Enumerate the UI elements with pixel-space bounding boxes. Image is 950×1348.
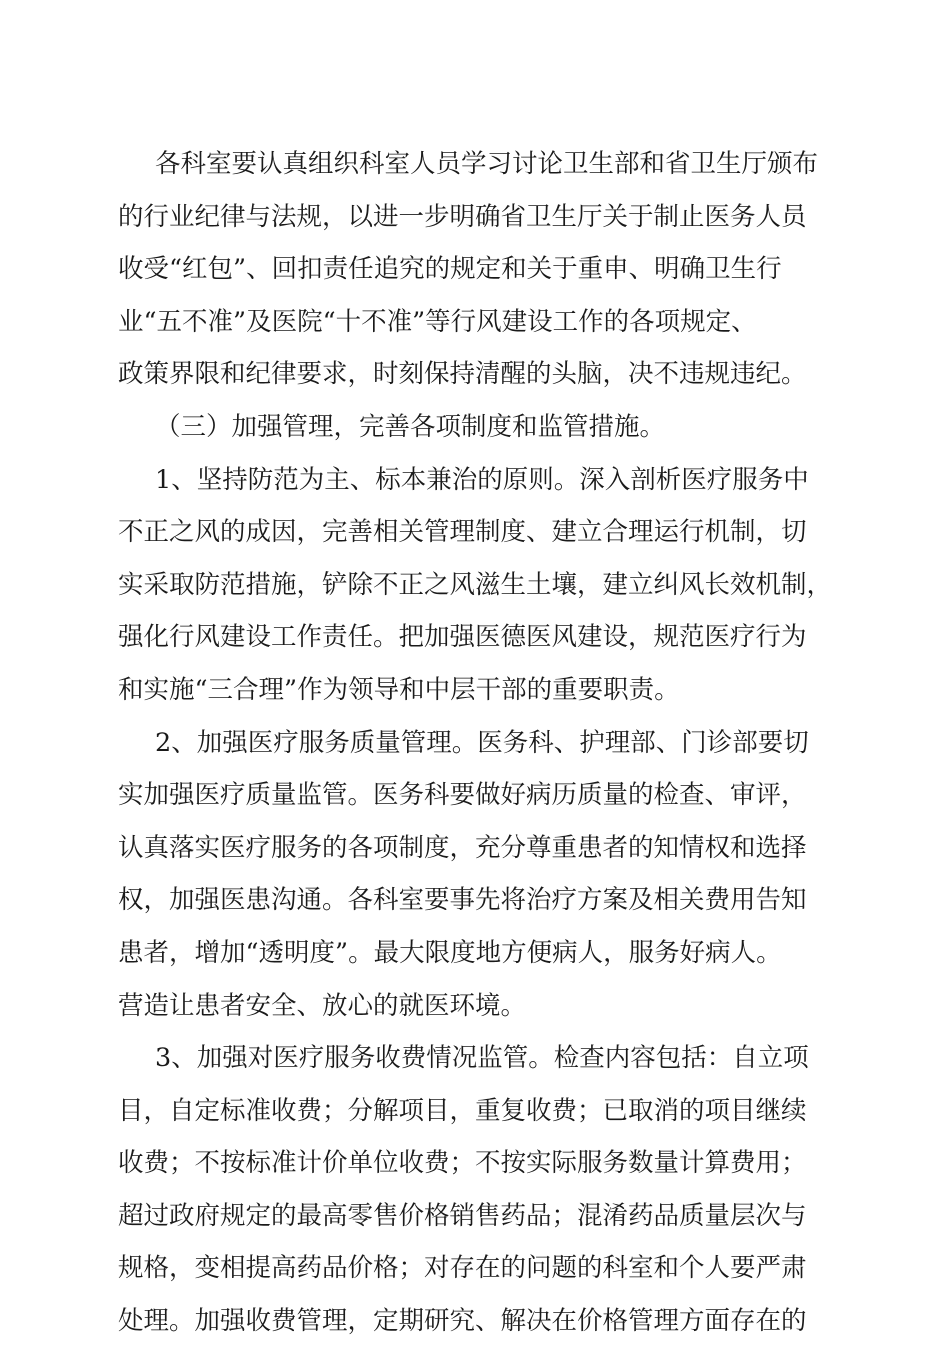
paragraph-line: 和实施“三合理”作为领导和中层干部的重要职责。 [118,674,680,705]
paragraph-line: 认真落实医疗服务的各项制度，充分尊重患者的知情权和选择 [118,832,807,863]
paragraph-line: 实加强医疗质量监管。医务科要做好病历质量的检查、审评， [118,780,807,811]
paragraph-line: 实采取防范措施，铲除不正之风滋生土壤，建立纠风长效机制， [118,569,833,600]
paragraph-line: 收受“红包”、回扣责任追究的规定和关于重申、明确卫生行 [118,254,782,285]
paragraph-line: 政策界限和纪律要求，时刻保持清醒的头脑，决不违规违纪。 [118,359,807,390]
section-heading: （三）加强管理，完善各项制度和监管措施。 [155,411,666,442]
paragraph-line: 2、加强医疗服务质量管理。医务科、护理部、门诊部要切 [155,727,809,758]
paragraph-line: 3、加强对医疗服务收费情况监管。检查内容包括：自立项 [155,1043,809,1074]
document-body [118,138,832,1348]
paragraph-line: 收费；不按标准计价单位收费；不按实际服务数量计算费用； [118,1148,807,1179]
paragraph-line: 的行业纪律与法规，以进一步明确省卫生厅关于制止医务人员 [118,201,807,232]
paragraph-line: 1、坚持防范为主、标本兼治的原则。深入剖析医疗服务中 [155,464,809,495]
paragraph-line: 不正之风的成因，完善相关管理制度、建立合理运行机制，切 [118,517,807,548]
paragraph-line: 患者，增加“透明度”。最大限度地方便病人，服务好病人。 [118,937,782,968]
paragraph-line: 强化行风建设工作责任。把加强医德医风建设，规范医疗行为 [118,622,807,653]
paragraph-line: 营造让患者安全、放心的就医环境。 [118,990,527,1021]
paragraph-line: 各科室要认真组织科室人员学习讨论卫生部和省卫生厅颁布 [155,149,819,179]
paragraph-line: 处理。加强收费管理，定期研究、解决在价格管理方面存在的 [118,1306,807,1337]
paragraph-line: 目，自定标准收费；分解项目，重复收费；已取消的项目继续 [118,1095,807,1126]
paragraph-line: 业“五不准”及医院“十不准”等行风建设工作的各项规定、 [118,306,757,337]
paragraph-line: 规格，变相提高药品价格；对存在的问题的科室和个人要严肃 [118,1253,807,1284]
paragraph-line: 权，加强医患沟通。各科室要事先将治疗方案及相关费用告知 [118,885,807,916]
paragraph-line: 超过政府规定的最高零售价格销售药品；混淆药品质量层次与 [118,1200,807,1231]
